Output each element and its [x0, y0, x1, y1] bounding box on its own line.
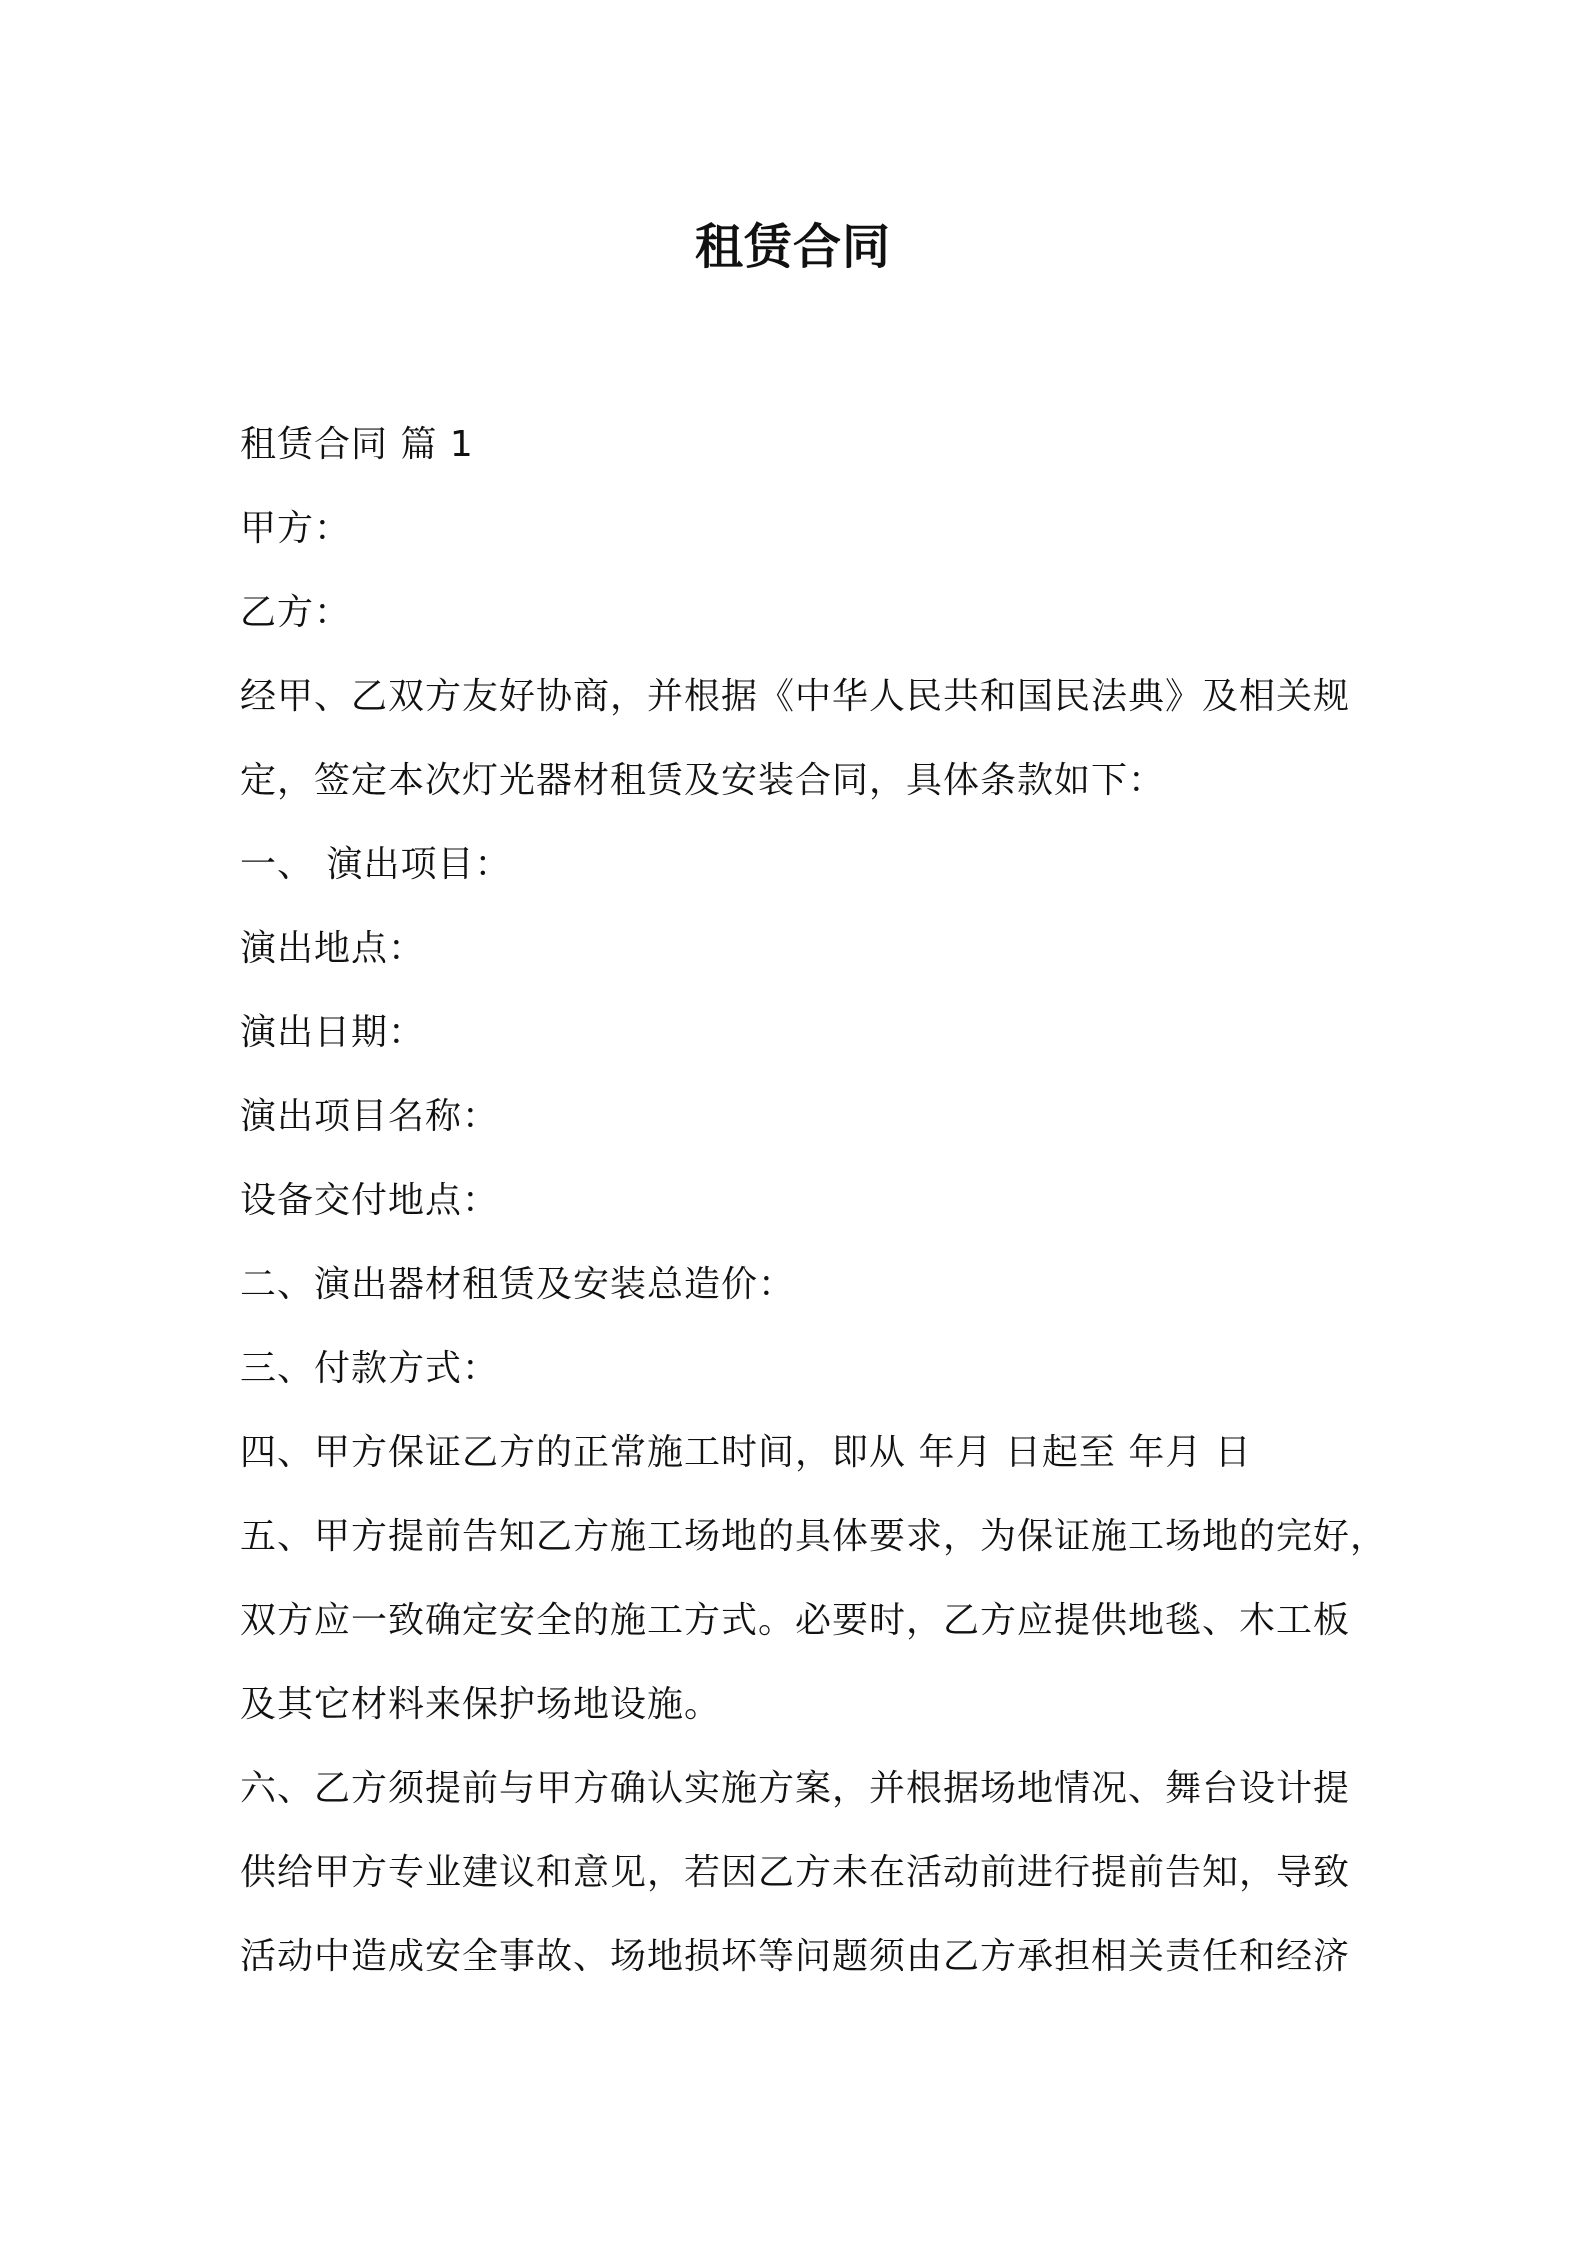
preamble-line-1: 经甲、乙双方友好协商，并根据《中华人民共和国民法典》及相关规: [240, 676, 1351, 717]
clause-1-heading: 一、 演出项目：: [240, 844, 512, 885]
performance-date: 演出日期：: [240, 1012, 426, 1053]
clause-3: 三、付款方式：: [240, 1348, 500, 1389]
clause-5-line-3: 及其它材料来保护场地设施。: [240, 1684, 722, 1725]
clause-6-line-3: 活动中造成安全事故、场地损坏等问题须由乙方承担相关责任和经济: [240, 1936, 1351, 1977]
party-b-line: 乙方：: [240, 592, 352, 633]
equipment-delivery-location: 设备交付地点：: [240, 1180, 500, 1221]
clause-6-line-2: 供给甲方专业建议和意见，若因乙方未在活动前进行提前告知，导致: [240, 1852, 1351, 1893]
performance-project-name: 演出项目名称：: [240, 1096, 500, 1137]
preamble-line-2: 定，签定本次灯光器材租赁及安装合同，具体条款如下：: [240, 760, 1166, 801]
performance-location: 演出地点：: [240, 928, 426, 969]
document-title: 租赁合同: [694, 219, 891, 275]
clause-5-line-1: 五、甲方提前告知乙方施工场地的具体要求，为保证施工场地的完好，: [240, 1516, 1388, 1557]
clause-2: 二、演出器材租赁及安装总造价：: [240, 1264, 796, 1305]
document-body: [240, 403, 1388, 1999]
section-heading: 租赁合同 篇 1: [240, 424, 474, 465]
clause-4: 四、甲方保证乙方的正常施工时间，即从 年月 日起至 年月 日: [240, 1432, 1252, 1473]
clause-5-line-2: 双方应一致确定安全的施工方式。必要时，乙方应提供地毯、木工板: [240, 1600, 1351, 1641]
clause-6-line-1: 六、乙方须提前与甲方确认实施方案，并根据场地情况、舞台设计提: [240, 1768, 1351, 1809]
party-a-line: 甲方：: [240, 508, 352, 549]
